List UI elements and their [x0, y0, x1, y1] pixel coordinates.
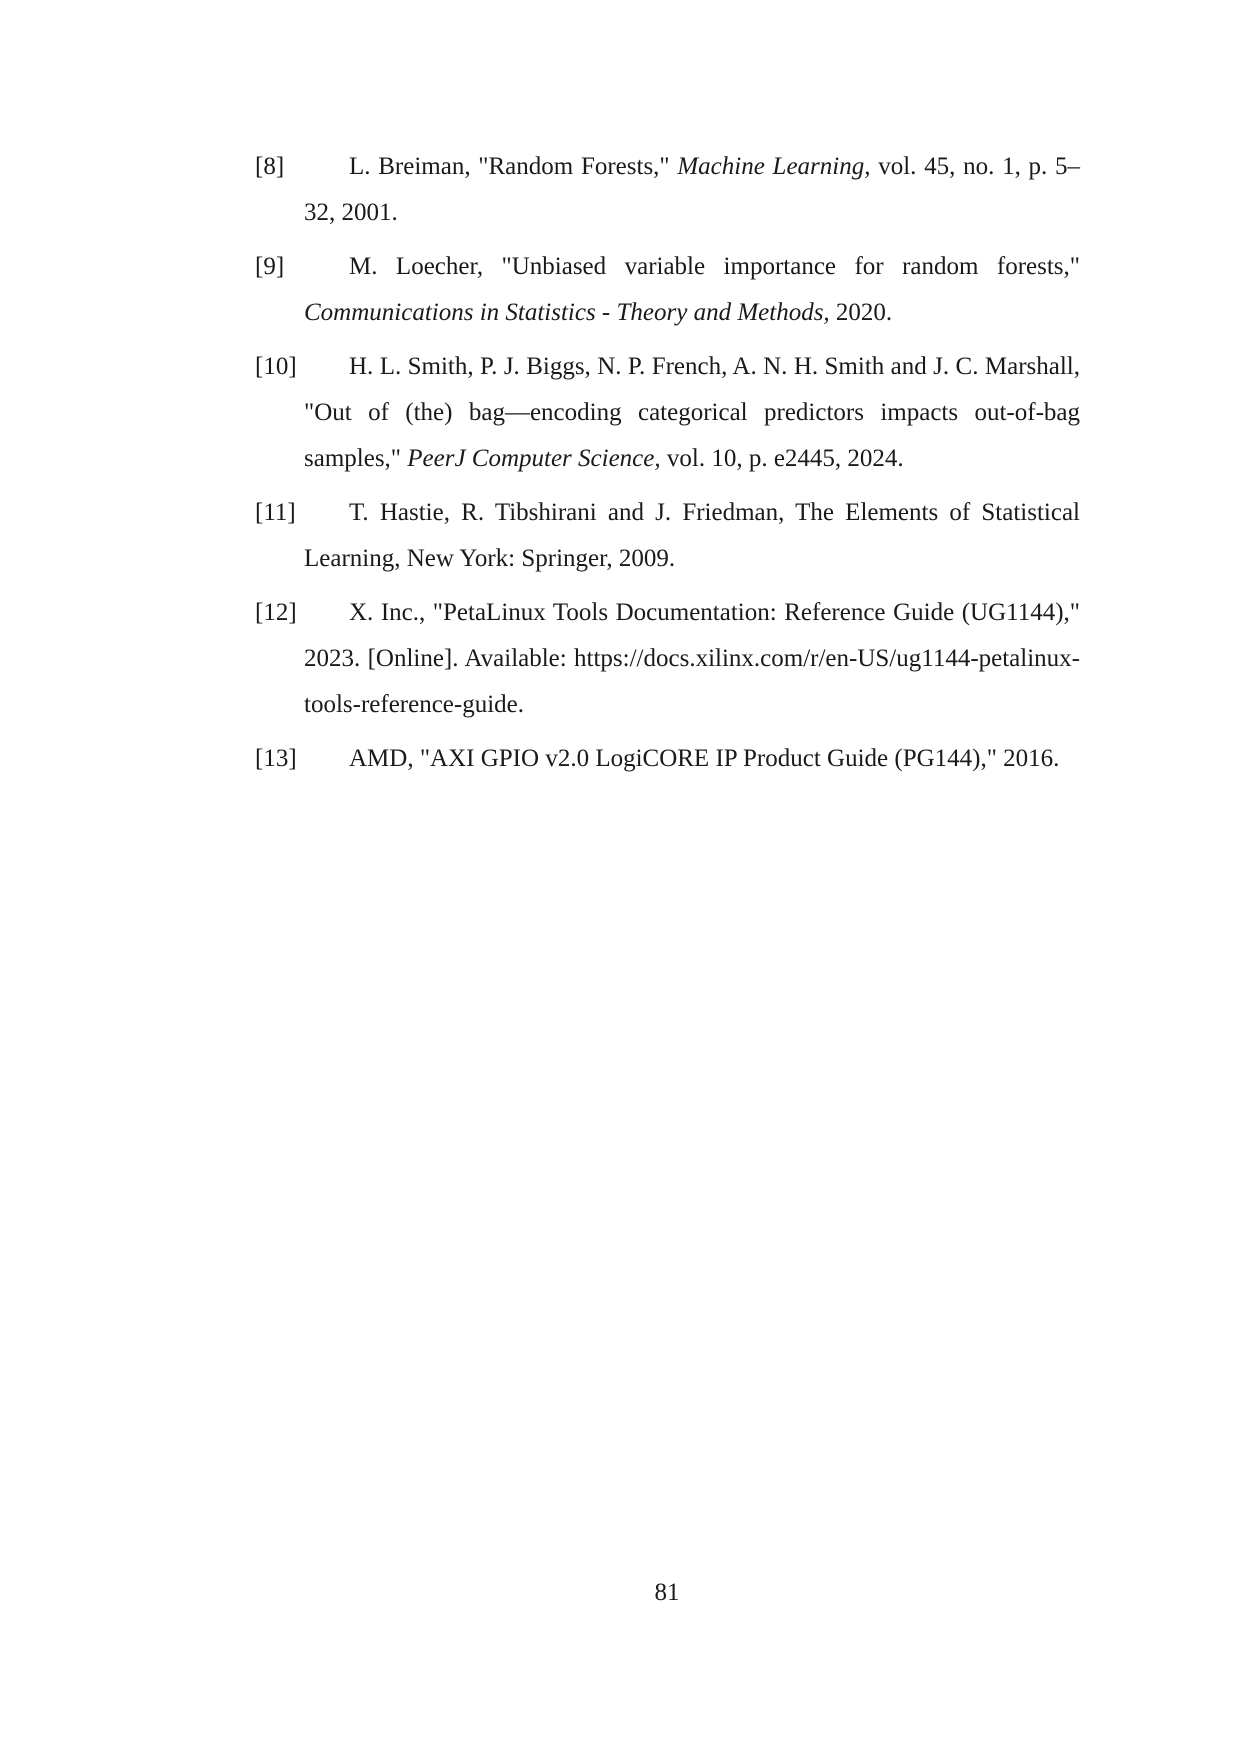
reference-journal: Communications in Statistics - Theory and Methods, — [304, 299, 830, 326]
reference-journal: Machine Learning, — [677, 153, 871, 180]
reference-text — [304, 244, 1080, 336]
reference-text-plain: M. Loecher, "Unbiased variable importance for random forests," — [349, 253, 1080, 280]
reference-number: [11] — [255, 499, 296, 526]
reference-text — [304, 344, 1080, 482]
reference-text — [304, 590, 1080, 728]
reference-number: [9] — [255, 253, 285, 280]
reference-text-plain: H. L. Smith, P. J. Biggs, N. P. French, A. N. H. Smith and J. C. Marshall, "Out of (the) bag—encoding categorical predictors impacts out-of-bag samples," — [304, 353, 1080, 472]
page-number: 81 — [654, 1579, 680, 1606]
reference-text-tail: vol. 45, no. 1, p. 5–32, 2001. — [304, 153, 1081, 226]
reference-number: [10] — [255, 353, 297, 380]
reference-text-tail: vol. 10, p. e2445, 2024. — [660, 445, 904, 472]
reference-number: [13] — [255, 745, 297, 772]
reference-text-plain: T. Hastie, R. Tibshirani and J. Friedman, The Elements of Statistical Learning, New York: Springer, 2009. — [304, 499, 1080, 572]
reference-text — [304, 490, 1080, 582]
reference-text — [304, 144, 1080, 236]
reference-text-plain: X. Inc., "PetaLinux Tools Documentation: Reference Guide (UG1144)," 2023. [Online]. Available: https://docs.xilinx.com/r/en-US/ug1144-petalinux-tools-reference-guide. — [304, 599, 1080, 718]
reference-text-plain: AMD, "AXI GPIO v2.0 LogiCORE IP Product Guide (PG144)," 2016. — [349, 745, 1060, 772]
reference-text-plain: L. Breiman, "Random Forests," — [349, 153, 678, 180]
reference-number: [12] — [255, 599, 297, 626]
reference-number: [8] — [255, 153, 285, 180]
reference-text-tail: 2020. — [829, 299, 893, 326]
reference-text — [304, 736, 1080, 782]
reference-journal: PeerJ Computer Science, — [407, 445, 661, 472]
